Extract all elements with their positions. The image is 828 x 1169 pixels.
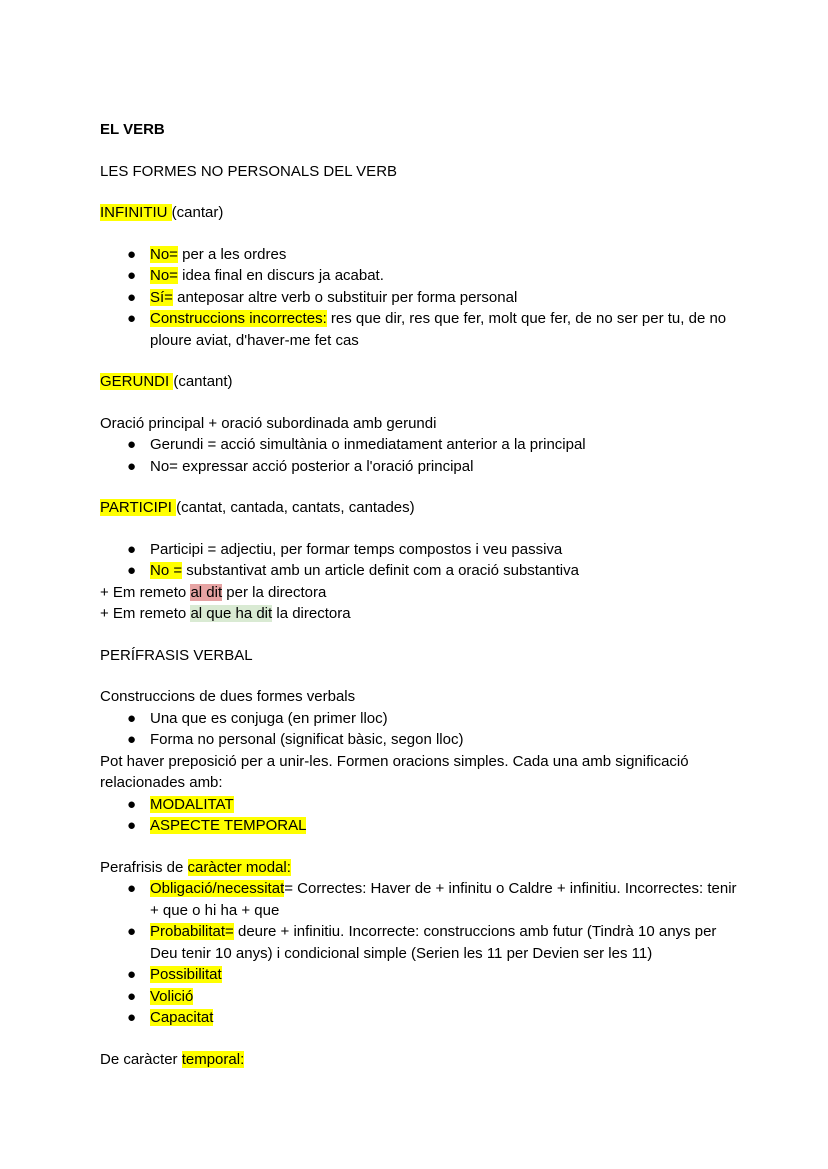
list-item <box>100 308 740 351</box>
bullet-icon: ● <box>127 795 137 813</box>
bullet-icon: ● <box>127 923 137 940</box>
item-text: No= expressar acció posterior a l'oració principal <box>150 457 474 475</box>
perifrasis-list <box>100 708 740 751</box>
infinitiu-label: INFINITIU <box>100 204 172 221</box>
highlight: Sí= <box>150 288 173 306</box>
highlight-correct: al que ha dit <box>190 605 273 622</box>
highlight: No = <box>150 562 183 579</box>
list-item <box>100 560 740 582</box>
example-prefix: + Em remeto <box>100 605 191 622</box>
highlight: Probabilitat= <box>150 923 234 940</box>
item-text: Forma no personal (significat bàsic, segon lloc) <box>150 731 464 748</box>
list-item <box>100 794 740 816</box>
list-item <box>100 964 740 986</box>
bullet-icon: ● <box>127 966 137 983</box>
participi-heading <box>100 497 740 519</box>
highlight: Volició <box>150 987 194 1005</box>
bullet-icon: ● <box>127 562 137 579</box>
gerundi-example: (cantant) <box>173 373 233 390</box>
participi-label: PARTICIPI <box>100 499 177 516</box>
highlight: ASPECTE TEMPORAL <box>150 817 307 834</box>
participi-example-correct <box>100 603 740 625</box>
list-item <box>100 986 740 1008</box>
highlight: temporal: <box>181 1050 245 1068</box>
list-item <box>100 287 740 309</box>
infinitiu-example: (cantar) <box>171 204 224 221</box>
bullet-icon: ● <box>127 817 137 834</box>
perifrasis-paragraph: Pot haver preposició per a unir-les. Formen oracions simples. Cada una amb significació relacionades amb: <box>100 752 689 791</box>
item-text: Participi = adjectiu, per formar temps compostos i veu passiva <box>150 540 563 558</box>
bullet-icon: ● <box>127 267 137 284</box>
bullet-icon: ● <box>127 436 137 453</box>
highlight: Obligació/necessitat <box>150 880 285 897</box>
item-text: substantivat amb un article definit com a oració substantiva <box>182 562 579 579</box>
perifrasis-heading: PERÍFRASIS VERBAL <box>100 646 253 664</box>
item-text: idea final en discurs ja acabat. <box>177 267 384 284</box>
highlight: No= <box>150 245 178 263</box>
perifrasis-intro: Construccions de dues formes verbals <box>100 688 356 705</box>
temporal-prefix: De caràcter <box>100 1050 182 1068</box>
infinitiu-list <box>100 244 740 352</box>
section-heading-formes: LES FORMES NO PERSONALS DEL VERB <box>100 162 398 180</box>
list-item <box>100 539 740 561</box>
item-text: deure + infinitiu. Incorrecte: construccions amb futur (Tindrà 10 anys per Deu tenir 10 anys) i condicional simple (Serien les 11 per Devien ser les 11) <box>150 923 717 962</box>
example-suffix: per la directora <box>222 583 327 601</box>
item-text: anteposar altre verb o substituir per forma personal <box>172 288 518 306</box>
item-text: = Correctes: Haver de + infinitu o Caldre + infinitiu. Incorrectes: tenir + que o hi ha + que <box>150 880 737 919</box>
list-item <box>100 244 740 266</box>
item-text: Una que es conjuga (en primer lloc) <box>150 709 388 727</box>
perifrasis-types-list <box>100 794 740 837</box>
bullet-icon: ● <box>127 288 137 306</box>
list-item <box>100 815 740 837</box>
participi-list <box>100 539 740 582</box>
bullet-icon: ● <box>127 987 137 1005</box>
list-item <box>100 456 740 478</box>
modal-prefix: Perafrisis de <box>100 858 188 876</box>
bullet-icon: ● <box>127 731 137 748</box>
modal-heading <box>100 857 740 879</box>
highlight: Construccions incorrectes: <box>150 310 327 327</box>
highlight-incorrect: al dit <box>190 583 223 601</box>
bullet-icon: ● <box>127 880 137 897</box>
example-prefix: + Em remeto <box>100 583 191 601</box>
highlight: Capacitat <box>150 1009 214 1026</box>
highlight: MODALITAT <box>150 795 234 813</box>
bullet-icon: ● <box>127 310 137 327</box>
bullet-icon: ● <box>127 1009 137 1026</box>
temporal-heading <box>100 1049 740 1071</box>
highlight: Possibilitat <box>150 966 222 983</box>
gerundi-label: GERUNDI <box>100 373 174 390</box>
bullet-icon: ● <box>127 457 137 475</box>
bullet-icon: ● <box>127 709 137 727</box>
list-item <box>100 708 740 730</box>
list-item <box>100 921 740 964</box>
page-title: EL VERB <box>100 121 165 138</box>
list-item <box>100 729 740 751</box>
bullet-icon: ● <box>127 245 137 263</box>
infinitiu-heading <box>100 202 740 224</box>
participi-example-incorrect <box>100 582 740 604</box>
item-text: res que dir, res que fer, molt que fer, de no ser per tu, de no ploure aviat, d'haver-me fet cas <box>150 310 727 349</box>
modal-list <box>100 878 740 1029</box>
participi-example: (cantat, cantada, cantats, cantades) <box>176 499 415 516</box>
highlight: No= <box>150 267 178 284</box>
list-item <box>100 265 740 287</box>
list-item <box>100 1007 740 1029</box>
gerundi-list <box>100 434 740 477</box>
list-item <box>100 434 740 456</box>
highlight: caràcter modal: <box>187 858 291 876</box>
bullet-icon: ● <box>127 540 137 558</box>
example-suffix: la directora <box>272 605 351 622</box>
list-item <box>100 878 740 921</box>
item-text: Gerundi = acció simultània o inmediatament anterior a la principal <box>150 436 586 453</box>
gerundi-intro: Oració principal + oració subordinada amb gerundi <box>100 414 437 432</box>
document-body <box>100 119 740 1070</box>
item-text: per a les ordres <box>177 245 287 263</box>
gerundi-heading <box>100 371 740 393</box>
